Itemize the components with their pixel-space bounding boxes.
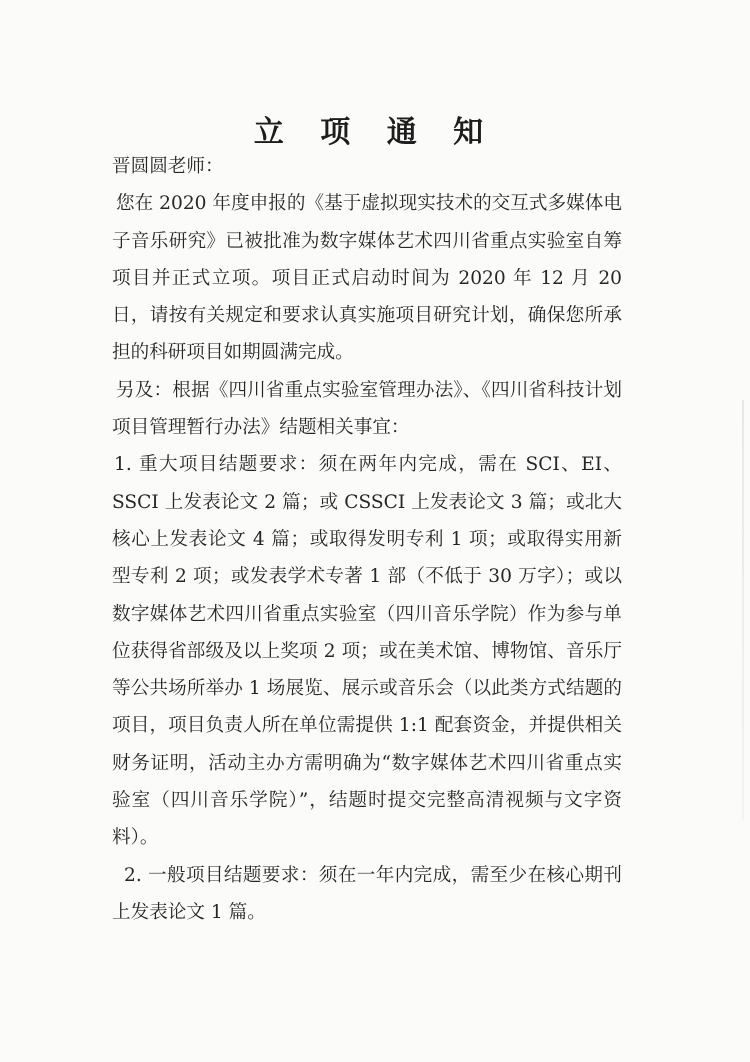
paragraph-regulations: 另及：根据《四川省重点实验室管理办法》、《四川省科技计划项目管理暂行办法》结题相关事宜： <box>112 379 622 439</box>
requirement-general-project: 2. 一般项目结题要求：须在一年内完成，需至少在核心期刊上发表论文 1 篇。 <box>112 864 622 923</box>
document-title: 立 项 通 知 <box>253 115 497 150</box>
paragraph-approval: 您在 2020 年度申报的《基于虚拟现实技术的交互式多媒体电子音乐研究》已被批准为数字媒体艺术四川省重点实验室自筹项目并正式立项。项目正式启动时间为 2020 年 12 月 20 日，请按有关规定和要求认真实施项目研究计划，确保您所承担的科研项目如期圆满完成。 <box>112 193 622 364</box>
salutation: 晋圆圆老师： <box>112 156 224 177</box>
requirement-major-project: 1. 重大项目结题要求：须在两年内完成，需在 SCI、EI、SSCI 上发表论文 2 篇；或 CSSCI 上发表论文 3 篇；或北大核心上发表论文 4 篇；或取得发明专利 1 项；或取得实用新型专利 2 项；或发表学术专著 1 部（不低于 30 万字）；或以数字媒体艺术四川省重点实验室（四川音乐学院）作为参与单位获得省部级及以上奖项 2 项；或在美术馆、博物馆、音乐厅等公共场所举办 1 场展览、展示或音乐会（以此类方式结题的项目，项目负责人所在单位需提供 1:1 配套资金，并提供相关财务证明，活动主办方需明确为“数字媒体艺术四川省重点实验室（四川音乐学院）”，结题时提交完整高清视频与文字资料）。 <box>112 454 622 849</box>
scan-edge-shadow <box>742 400 744 820</box>
document-body <box>112 148 622 931</box>
